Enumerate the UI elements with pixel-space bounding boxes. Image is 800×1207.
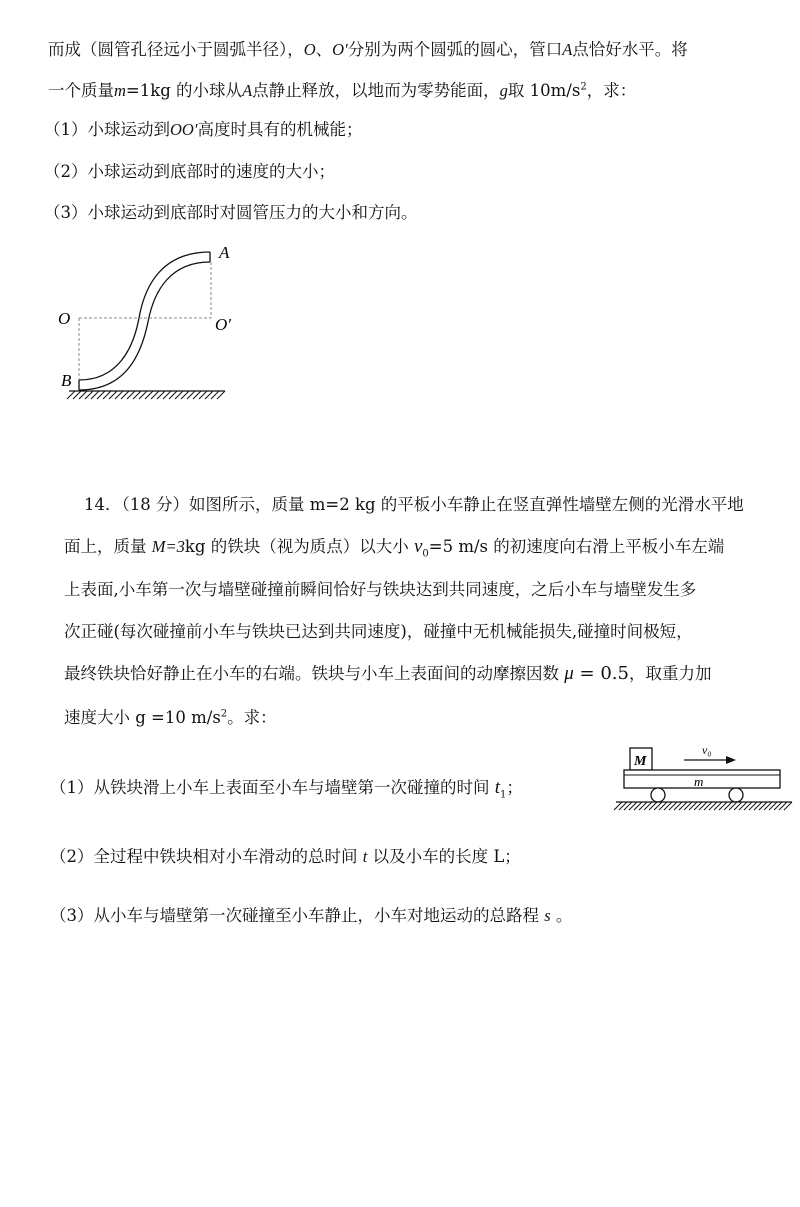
- subscript: 0: [422, 548, 429, 560]
- p13-question-3: （3）小球运动到底部时对圆管压力的大小和方向。: [44, 203, 418, 222]
- text: 速度大小 g =10 m/s: [64, 708, 221, 727]
- p14-question-1: [50, 774, 523, 800]
- var-m: m: [114, 81, 126, 100]
- tube-outer-curve: [79, 252, 210, 380]
- label-b: B: [61, 371, 72, 390]
- text: （3）从小车与墙壁第一次碰撞至小车静止，小车对地运动的总路程: [50, 906, 545, 925]
- p14-question-3: [50, 902, 572, 926]
- arrowhead-icon: [726, 756, 736, 764]
- p14-question-2: [50, 843, 521, 867]
- ground-hatching: [67, 391, 225, 399]
- text: 分别为两个圆弧的圆心，管口: [347, 40, 563, 59]
- var-v: v: [413, 536, 423, 557]
- var-mu: μ: [564, 663, 574, 684]
- label-o: O: [58, 309, 71, 328]
- text: 以及小车的长度 L；: [367, 847, 521, 866]
- wheel-right: [729, 788, 743, 802]
- label-o-prime: O′: [215, 315, 231, 334]
- text: ，求：: [586, 81, 637, 100]
- ground-hatching: [614, 802, 792, 810]
- label-v0: v₀: [702, 743, 712, 757]
- exponent: 2: [220, 708, 228, 720]
- p14-line6: [64, 704, 277, 728]
- text: 一个质量: [48, 81, 114, 100]
- p13-question-2: （2）小球运动到底部时的速度的大小；: [44, 162, 335, 181]
- text: =5 m/s 的初速度向右滑上平板小车左端: [428, 537, 725, 556]
- p14-line4: 次正碰(每次碰撞前小车与铁块已达到共同速度)，碰撞中无机械能损失,碰撞时间极短，: [64, 622, 693, 641]
- label-m-block: M: [634, 754, 647, 769]
- cart-figure: [614, 742, 794, 816]
- wheel-left: [651, 788, 665, 802]
- text: （2）全过程中铁块相对小车滑动的总时间: [50, 847, 363, 866]
- var-a: A: [562, 40, 573, 59]
- subscript: 1: [500, 789, 507, 801]
- text: 面上，质量: [64, 537, 152, 556]
- var-o: O: [303, 40, 316, 59]
- var-t: t: [362, 847, 368, 866]
- text: 最终铁块恰好静止在小车的右端。铁块与小车上表面间的动摩擦因数: [64, 664, 565, 683]
- text: 。: [550, 906, 573, 925]
- text: 。求：: [227, 708, 277, 727]
- p13-question-1: [44, 116, 362, 140]
- var-g: g: [499, 81, 508, 100]
- text: （1）小球运动到: [44, 120, 170, 139]
- s-tube-figure: [55, 238, 245, 408]
- text: 取 10m/s: [507, 81, 581, 100]
- var-o-prime: O′: [332, 40, 348, 59]
- var-oo: OO′: [170, 120, 198, 139]
- tube-inner-curve: [79, 262, 210, 390]
- text: 点静止释放，以地而为零势能面，: [252, 81, 500, 100]
- p14-line2: [64, 533, 724, 559]
- text: kg 的铁块（视为质点）以大小: [184, 537, 414, 556]
- var-s: s: [544, 906, 551, 925]
- p14-line3: 上表面,小车第一次与墙壁碰撞前瞬间恰好与铁块达到共同速度，之后小车与墙壁发生多: [64, 580, 697, 599]
- text: ；: [506, 778, 523, 797]
- text: 高度时具有的机械能；: [197, 120, 363, 139]
- p13-line2: [48, 77, 636, 101]
- text: =1kg 的小球从: [125, 81, 243, 100]
- text: 、: [315, 40, 333, 59]
- text: ，取重力加: [628, 664, 712, 683]
- label-a: A: [219, 243, 230, 262]
- text: （1）从铁块滑上小车上表面至小车与墙壁第一次碰撞的时间: [50, 778, 495, 797]
- exponent: 2: [580, 81, 587, 93]
- label-m-cart: m: [694, 774, 704, 789]
- var-a: A: [242, 81, 253, 100]
- text: = 0.5: [573, 663, 629, 684]
- p13-line1: [48, 36, 688, 60]
- var-m-iron: M=3: [151, 537, 185, 556]
- text: 点恰好水平。将: [572, 40, 688, 59]
- var-t: t: [494, 777, 501, 798]
- p14-line1: 14．（18 分）如图所示，质量 m=2 kg 的平板小车静止在竖直弹性墙壁左侧的光滑水平地: [84, 495, 744, 514]
- text: 而成（圆管孔径远小于圆弧半径），: [48, 40, 304, 59]
- p14-line5: [64, 660, 711, 685]
